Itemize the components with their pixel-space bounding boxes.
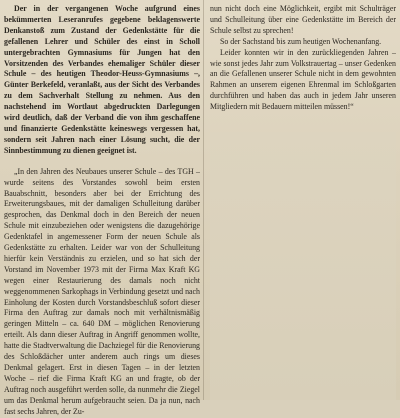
- paragraph-gap: [4, 157, 200, 167]
- continuation-paragraph: nun nicht doch eine Möglichkeit, ergibt mit Schulträger und Schulleitung über eine Gedenkstätte im Bereich der Schule selbst zu sprechen!: [210, 4, 396, 35]
- right-column: [210, 4, 396, 113]
- lead-paragraph: Der in der vergangenen Woche aufgrund eines bekümmerten Leseranrufes gegebene beklagenswerte Denkanstoß zum Zustand der Gedenkstätte für die gefallenen Lehrer und Schüler des einst in Scholl untergebrachten Gymnasiums für Jungen hat den Vorsitzenden des Verbandes ehemaliger Schüler dieser Schule – des heutigen Theodor-Heuss-Gymnasiums –, Günter Berkefeld, veranlaßt, aus der Sicht des Verbandes zu dem Sachverhalt Stellung zu nehmen. Aus den nachstehend im Wortlaut abgedruckten Darlegungen wird deutlich, daß der Verband die von ihm geschaffene und finanzierte Gedenkstätte keineswegs vergessen hat, sondern seit Jahren nach einer Lösung sucht, die der Sinnbestimmung zu dienen geeignet ist.: [4, 4, 200, 155]
- status-paragraph: So der Sachstand bis zum heutigen Wochenanfang.: [220, 36, 382, 46]
- body-paragraph: „In den Jahren des Neubaues unserer Schule – des TGH – wurde seitens des Vorstandes sowohl beim ersten Bauabschnitt, besonders aber bei der Errichtung des Erweiterungsbaues, mit der damaligen Schulleitung darüber gesprochen, das Denkmal doch in den Bereich der neuen Schule mit einzubeziehen oder wenigstens die dazugehörige Gedenktafel in angemessener Form der neuen Schule als Gedenkstätte zu erhalten. Leider war von der Schulleitung hierfür kein Verständnis zu erzielen, und so hat sich der Vorstand im November 1973 mit der Firma Max Kraft KG wegen einer Restaurierung des damals noch nicht weggenommenen Sarkophags in Verbindung gesetzt und nach Einholung der Kosten durch Vorstandsbeschluß sofort dieser Firma den Auftrag zur damals noch mit verhältnismäßig geringen Mitteln – ca. 640 DM – möglichen Renovierung erteilt. Als dann dieser Auftrag in Angriff genommen wollte, hatte die Stadtverwaltung die Dachziegel für die Renovierung des Schloßdächer unter anderem auch rings um dieses Denkmal gelagert. Erst in diesen Tagen – in der letzten Woche – rief die Firma Kraft KG an und fragte, ob der Auftrag noch ausgeführt werden solle, da nunmehr die Ziegel um das Denkmal herum aufgebraucht seien. Da ja nun, nach fast sechs Jahren, der Zu-: [4, 166, 200, 416]
- closing-paragraph: Leider konnten wir in den zurückliegenden Jahren – wie sonst jedes Jahr zum Volkstrauertag – unser Gedenken an die Gefallenen unserer Schule nicht in dem gewohnten Rahmen an unserem eigenen Ehrenmal im Schloßgarten durchführen und haben das auch in jedem Jahr unseren Mitgliedern mit Bedauern mitteilen müssen!“: [210, 47, 396, 112]
- left-column: [4, 4, 200, 418]
- column-divider: [203, 0, 204, 400]
- blank-area: [210, 132, 396, 400]
